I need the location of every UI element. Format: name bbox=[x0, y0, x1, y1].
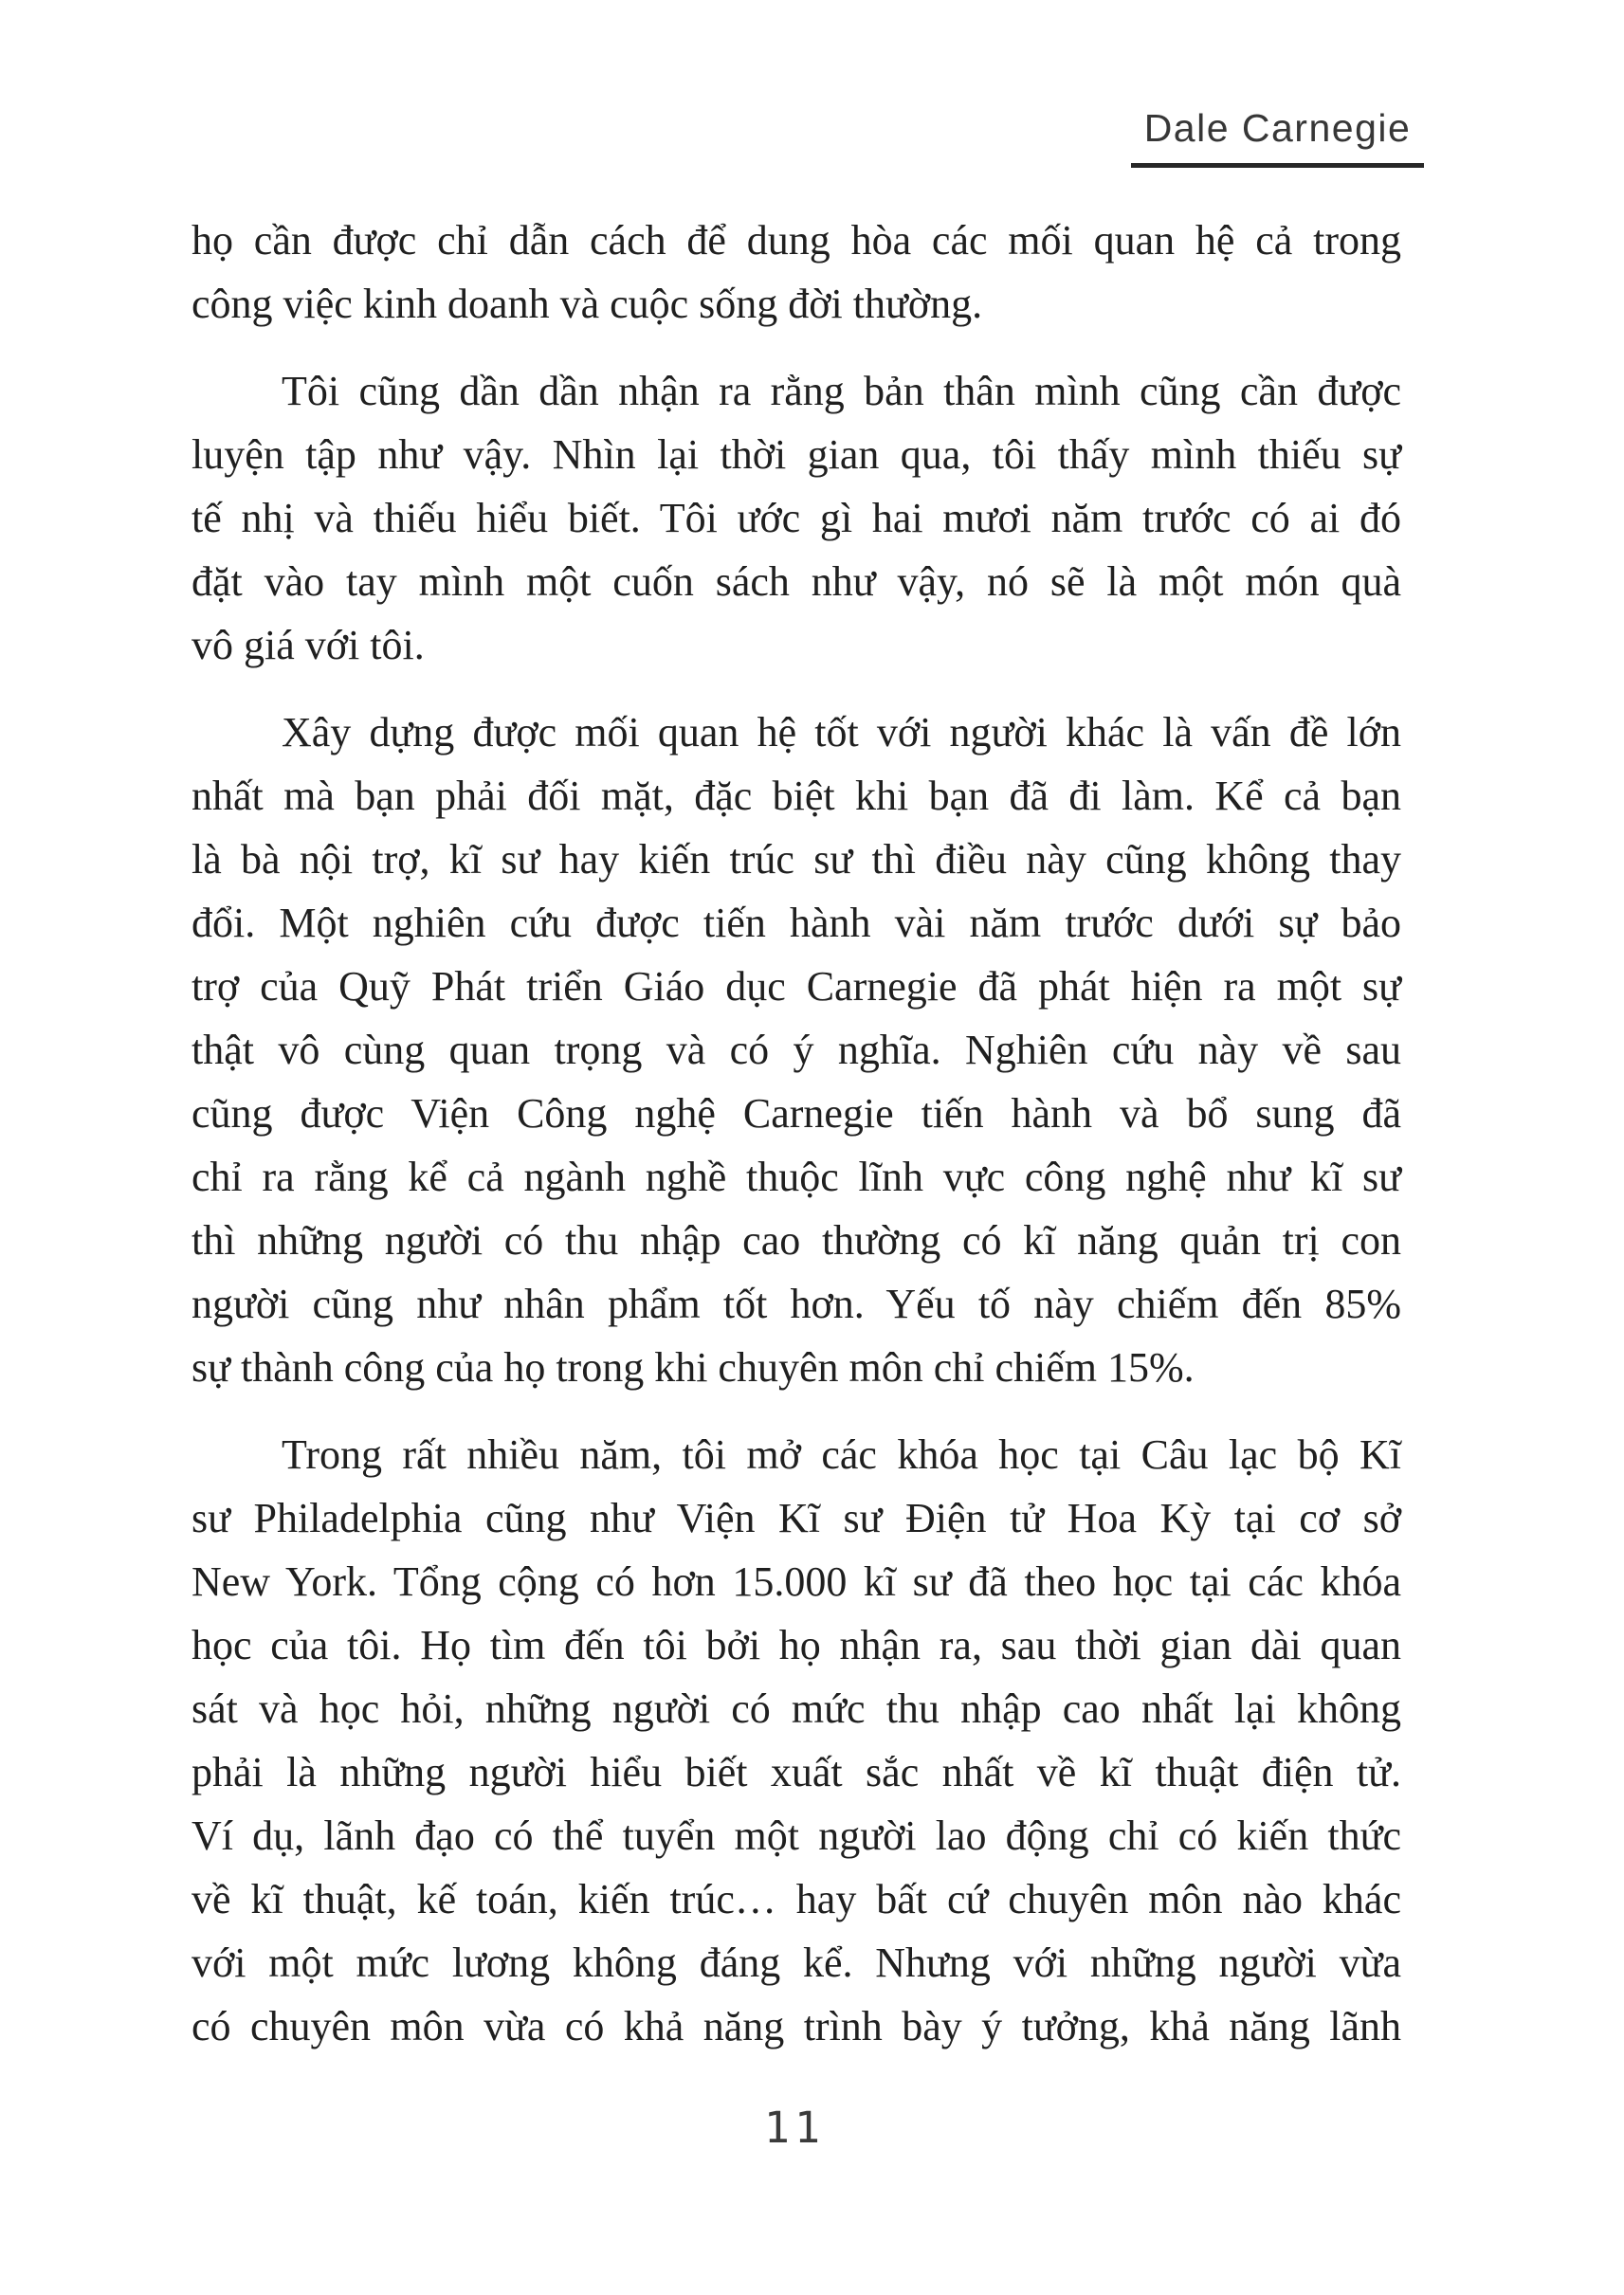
text-line: Ví dụ, lãnh đạo có thể tuyển một người lao động chỉ có kiến thức bbox=[192, 1812, 1401, 1859]
text-line: về kĩ thuật, kế toán, kiến trúc… hay bất cứ chuyên môn nào khác bbox=[192, 1876, 1401, 1922]
text-line: người cũng như nhân phẩm tốt hơn. Yếu tố này chiếm đến 85% bbox=[192, 1281, 1401, 1327]
page-body-text bbox=[192, 209, 1401, 2058]
text-line: Trong rất nhiều năm, tôi mở các khóa học tại Câu lạc bộ Kĩ bbox=[282, 1431, 1401, 1478]
paragraph bbox=[192, 209, 1401, 336]
text-line: thì những người có thu nhập cao thường có kĩ năng quản trị con bbox=[192, 1217, 1401, 1264]
text-line: trợ của Quỹ Phát triển Giáo dục Carnegie đã phát hiện ra một sự bbox=[192, 963, 1401, 1010]
text-line: sự thành công của họ trong khi chuyên môn chỉ chiếm 15%. bbox=[192, 1344, 1195, 1391]
text-line: thật vô cùng quan trọng và có ý nghĩa. Nghiên cứu này về sau bbox=[192, 1027, 1401, 1073]
paragraph bbox=[192, 701, 1401, 1399]
text-line: có chuyên môn vừa có khả năng trình bày ý tưởng, khả năng lãnh bbox=[192, 2003, 1401, 2049]
text-line: học của tôi. Họ tìm đến tôi bởi họ nhận ra, sau thời gian dài quan bbox=[192, 1622, 1401, 1668]
text-line: phải là những người hiểu biết xuất sắc nhất về kĩ thuật điện tử. bbox=[192, 1749, 1401, 1795]
text-line: nhất mà bạn phải đối mặt, đặc biệt khi bạn đã đi làm. Kể cả bạn bbox=[192, 773, 1401, 819]
text-line: Tôi cũng dần dần nhận ra rằng bản thân mình cũng cần được bbox=[282, 368, 1401, 414]
text-line: đặt vào tay mình một cuốn sách như vậy, nó sẽ là một món quà bbox=[192, 558, 1401, 605]
text-line: Xây dựng được mối quan hệ tốt với người khác là vấn đề lớn bbox=[282, 709, 1401, 756]
text-line: họ cần được chỉ dẫn cách để dung hòa các mối quan hệ cả trong bbox=[192, 217, 1401, 264]
paragraph bbox=[192, 1423, 1401, 2058]
running-head bbox=[1131, 106, 1424, 168]
text-line: đổi. Một nghiên cứu được tiến hành vài năm trước dưới sự bảo bbox=[192, 900, 1401, 946]
text-line: luyện tập như vậy. Nhìn lại thời gian qua, tôi thấy mình thiếu sự bbox=[192, 431, 1401, 478]
page-number: 11 bbox=[763, 2103, 826, 2153]
text-line: vô giá với tôi. bbox=[192, 622, 425, 668]
running-title: Dale Carnegie bbox=[1143, 106, 1412, 150]
paragraph bbox=[192, 359, 1401, 677]
text-line: là bà nội trợ, kĩ sư hay kiến trúc sư thì điều này cũng không thay bbox=[192, 836, 1401, 883]
text-line: công việc kinh doanh và cuộc sống đời thường. bbox=[192, 281, 983, 327]
text-line: sát và học hỏi, những người có mức thu nhập cao nhất lại không bbox=[192, 1685, 1401, 1732]
text-line: chỉ ra rằng kể cả ngành nghề thuộc lĩnh vực công nghệ như kĩ sư bbox=[192, 1154, 1401, 1200]
text-line: với một mức lương không đáng kể. Nhưng với những người vừa bbox=[192, 1940, 1401, 1986]
text-line: New York. Tổng cộng có hơn 15.000 kĩ sư đã theo học tại các khóa bbox=[192, 1558, 1401, 1605]
text-line: cũng được Viện Công nghệ Carnegie tiến hành và bổ sung đã bbox=[192, 1090, 1401, 1137]
text-line: tế nhị và thiếu hiểu biết. Tôi ước gì hai mươi năm trước có ai đó bbox=[192, 495, 1401, 541]
text-line: sư Philadelphia cũng như Viện Kĩ sư Điện tử Hoa Kỳ tại cơ sở bbox=[192, 1495, 1401, 1541]
